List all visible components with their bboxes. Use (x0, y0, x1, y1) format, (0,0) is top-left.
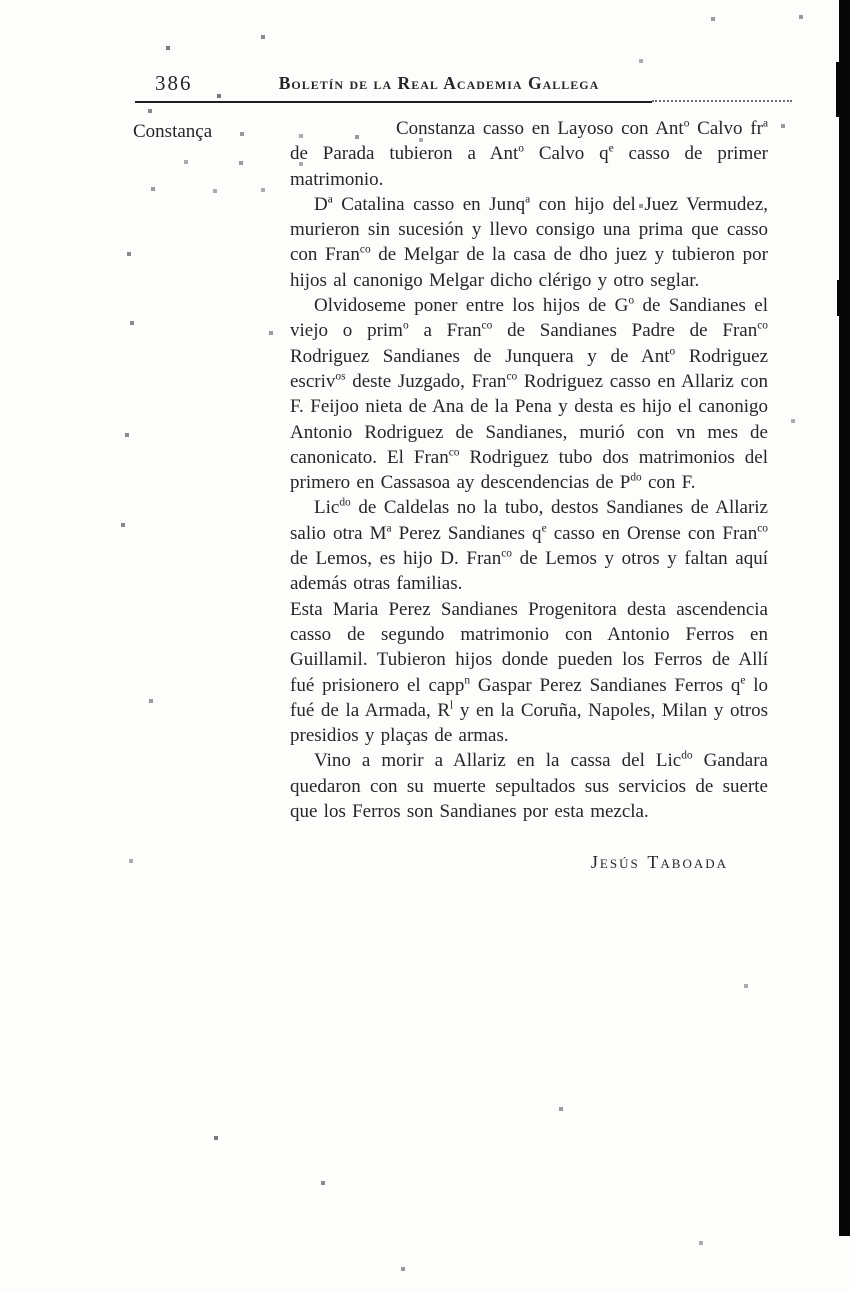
text-column (290, 116, 768, 876)
scanner-edge-artifact (839, 0, 850, 1236)
journal-header-title: Boletín de la Real Academia Gallega (278, 73, 600, 93)
header-rule-dashed-end (652, 100, 792, 102)
scan-noise-specks (0, 0, 2, 2)
page-number: 386 (155, 71, 193, 95)
body-paragraph-5: Esta Maria Perez Sandianes Progenitora desta ascendencia casso de segundo matrimonio con Antonio Ferros en Guillamil. Tubieron hijos donde pueden los Ferros de Allí fué prisionero el capp$^n$ Gaspar Perez Sandianes Ferros $q^e$ lo fué de la Armada, $R^l$ y en la Coruña, Napoles, Milan y otros presidios y plaças de armas. (290, 598, 768, 747)
body-paragraph-2: $D^a$ Catalina casso en Junq$^a$ con hijo del Juez Vermudez, murieron sin sucesión y llevo consigo una prima que casso con Fran$^{co}$ de Melgar de la casa de dho juez y tubieron por hijos al canonigo Melgar dicho clérigo y otro seglar. (290, 193, 769, 291)
body-paragraph-1: Constanza casso en Layoso con Ant$^o$ Calvo $fr^a$ de Parada tubieron a Ant$^o$ Calvo $q^e$ casso de primer matrimonio. (290, 117, 768, 190)
body-paragraph-4: Lic$^{do}$ de Caldelas no la tubo, destos Sandianes de Allariz salio otra $M^a$ Perez Sandianes $q^e$ casso en Orense con Fran$^{co}$ de Lemos, es hijo D. Fran$^{co}$ de Lemos y otros y faltan aquí además otras familias. (290, 497, 769, 595)
margin-note: Constança (133, 121, 213, 142)
author-signature: Jesús Taboada (590, 852, 728, 873)
body-paragraph-6: Vino a morir a Allariz en la cassa del Lic$^{do}$ Gandara quedaron con su muerte sepultados sus servicios de suerte que los Ferros son Sandianes por esta mezcla. (290, 750, 768, 823)
body-paragraph-3: Olvidoseme poner entre los hijos de $G^o$ de Sandianes el viejo o prim$^o$ a Fran$^{co}$ de Sandianes Padre de Fran$^{co}$ Rodriguez Sandianes de Junquera y de Ant$^o$ Rodriguez escriv$^{os}$ deste Juzgado, Fran$^{co}$ Rodriguez casso en Allariz con F. Feijoo nieta de Ana de la Pena y desta es hijo el canonigo Antonio Rodriguez de Sandianes, murió con vn mes de canonicato. El Fran$^{co}$ Rodriguez tubo dos matrimonios del primero en Cassasoa ay descendencias de $P^{do}$ con F. (290, 294, 768, 494)
header-rule (135, 101, 652, 103)
